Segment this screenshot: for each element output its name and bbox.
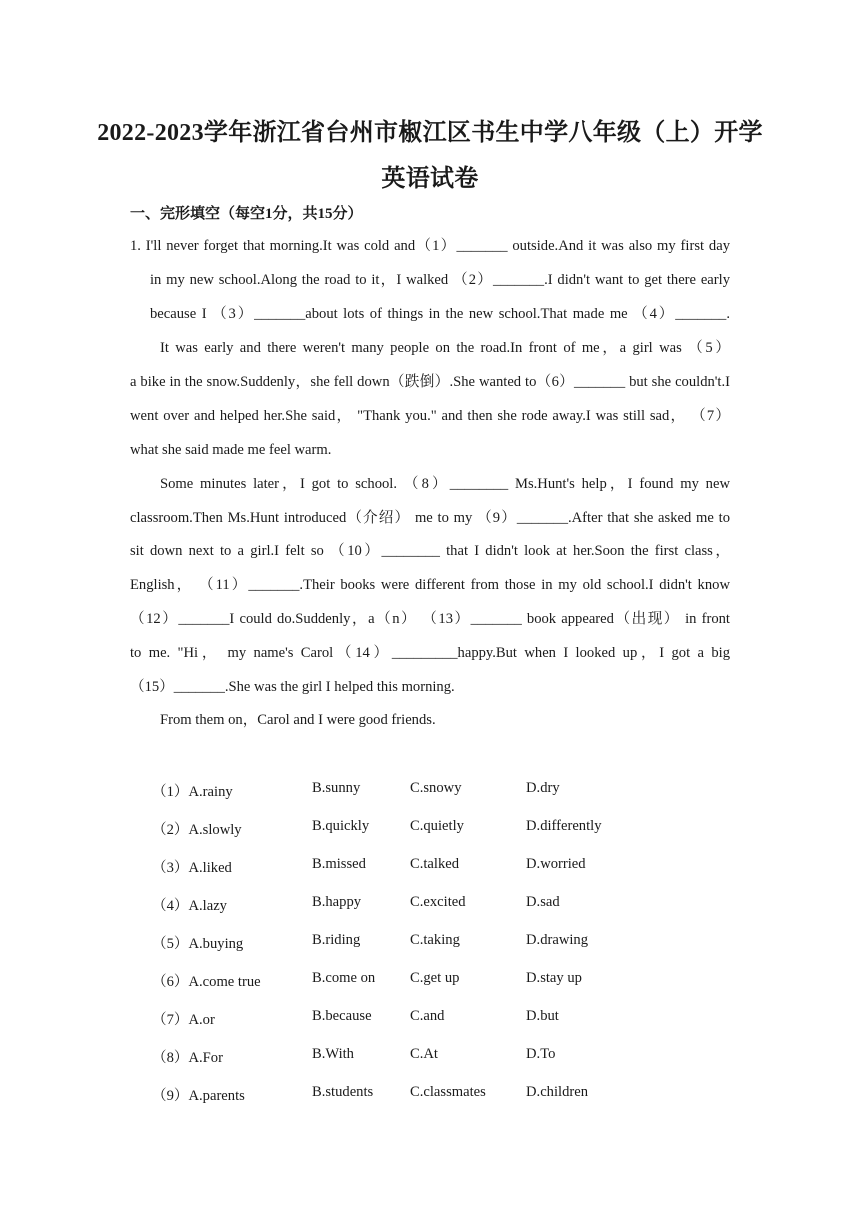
option-a: （6）A.come true — [152, 974, 261, 990]
passage-line: English， （11）_______.Their books were different from those in my old school.I didn't know — [130, 577, 730, 593]
option-b: B.come on — [312, 970, 376, 986]
option-b: B.riding — [312, 932, 361, 948]
option-c: C.excited — [410, 894, 466, 910]
option-d: D.drawing — [526, 932, 589, 948]
passage-line: a bike in the snow.Suddenly，she fell down（跌倒）.She wanted to（6）_______ but she couldn't.I — [130, 374, 730, 390]
passage-line: because I （3）_______about lots of things in the new school.That made me （4）_______. — [150, 306, 730, 322]
option-a: （1）A.rainy — [152, 784, 233, 800]
passage-line: 1. I'll never forget that morning.It was cold and（1）_______ outside.And it was also my first day — [130, 238, 730, 254]
option-a: （7）A.or — [152, 1012, 215, 1028]
option-c: C.talked — [410, 856, 460, 872]
passage-line: From them on，Carol and I were good friends. — [160, 712, 436, 728]
option-d: D.but — [526, 1008, 559, 1024]
passage-line: （15）_______.She was the girl I helped this morning. — [130, 679, 455, 695]
option-c: C.get up — [410, 970, 460, 986]
passage-line: sit down next to a girl.I felt so （10）________ that I didn't look at her.Soon the first class， — [130, 543, 730, 559]
option-d: D.dry — [526, 780, 560, 796]
passage-line: classroom.Then Ms.Hunt introduced（介绍） me to my （9）_______.After that she asked me to — [130, 510, 730, 526]
option-c: C.and — [410, 1008, 445, 1024]
passage-line: （12）_______I could do.Suddenly，a（n） （13）_______ book appeared（出现） in front — [130, 611, 730, 627]
option-row — [152, 1084, 752, 1104]
option-a: （5）A.buying — [152, 936, 244, 952]
option-row — [152, 856, 752, 876]
option-row — [152, 970, 752, 990]
exam-title-line-2: 英语试卷 — [381, 166, 479, 192]
option-c: C.classmates — [410, 1084, 486, 1100]
option-b: B.sunny — [312, 780, 361, 796]
section-heading: 一、完形填空（每空1分，共15分） — [130, 206, 363, 222]
option-a: （9）A.parents — [152, 1088, 245, 1104]
option-c: C.snowy — [410, 780, 462, 796]
option-d: D.children — [526, 1084, 589, 1100]
option-d: D.sad — [526, 894, 560, 910]
option-b: B.because — [312, 1008, 372, 1024]
option-d: D.To — [526, 1046, 556, 1062]
passage-line: what she said made me feel warm. — [130, 442, 332, 458]
option-a: （2）A.slowly — [152, 822, 242, 838]
option-d: D.differently — [526, 818, 602, 834]
option-row — [152, 932, 752, 952]
option-c: C.At — [410, 1046, 438, 1062]
passage-line: Some minutes later，I got to school. （8）________ Ms.Hunt's help，I found my new — [160, 476, 730, 492]
exam-title-line-1: 2022-2023学年浙江省台州市椒江区书生中学八年级（上）开学 — [97, 120, 763, 146]
passage-line: in my new school.Along the road to it，I walked （2）_______.I didn't want to get there early — [150, 272, 730, 288]
option-a: （3）A.liked — [152, 860, 232, 876]
option-a: （8）A.For — [152, 1050, 223, 1066]
option-b: B.students — [312, 1084, 374, 1100]
passage-line: to me. "Hi， my name's Carol（14）_________happy.But when I looked up，I got a big — [130, 645, 730, 661]
option-d: D.stay up — [526, 970, 582, 986]
option-row — [152, 818, 752, 838]
option-row — [152, 894, 752, 914]
option-row — [152, 780, 752, 800]
option-row — [152, 1008, 752, 1028]
option-b: B.happy — [312, 894, 362, 910]
option-c: C.taking — [410, 932, 460, 948]
option-d: D.worried — [526, 856, 586, 872]
option-a: （4）A.lazy — [152, 898, 227, 914]
passage-line: It was early and there weren't many people on the road.In front of me，a girl was （5） — [160, 340, 730, 356]
option-b: B.With — [312, 1046, 354, 1062]
passage-line: went over and helped her.She said， "Thank you." and then she rode away.I was still sad， （7） — [130, 408, 730, 424]
option-b: B.missed — [312, 856, 366, 872]
option-b: B.quickly — [312, 818, 370, 834]
option-c: C.quietly — [410, 818, 464, 834]
option-row — [152, 1046, 752, 1066]
